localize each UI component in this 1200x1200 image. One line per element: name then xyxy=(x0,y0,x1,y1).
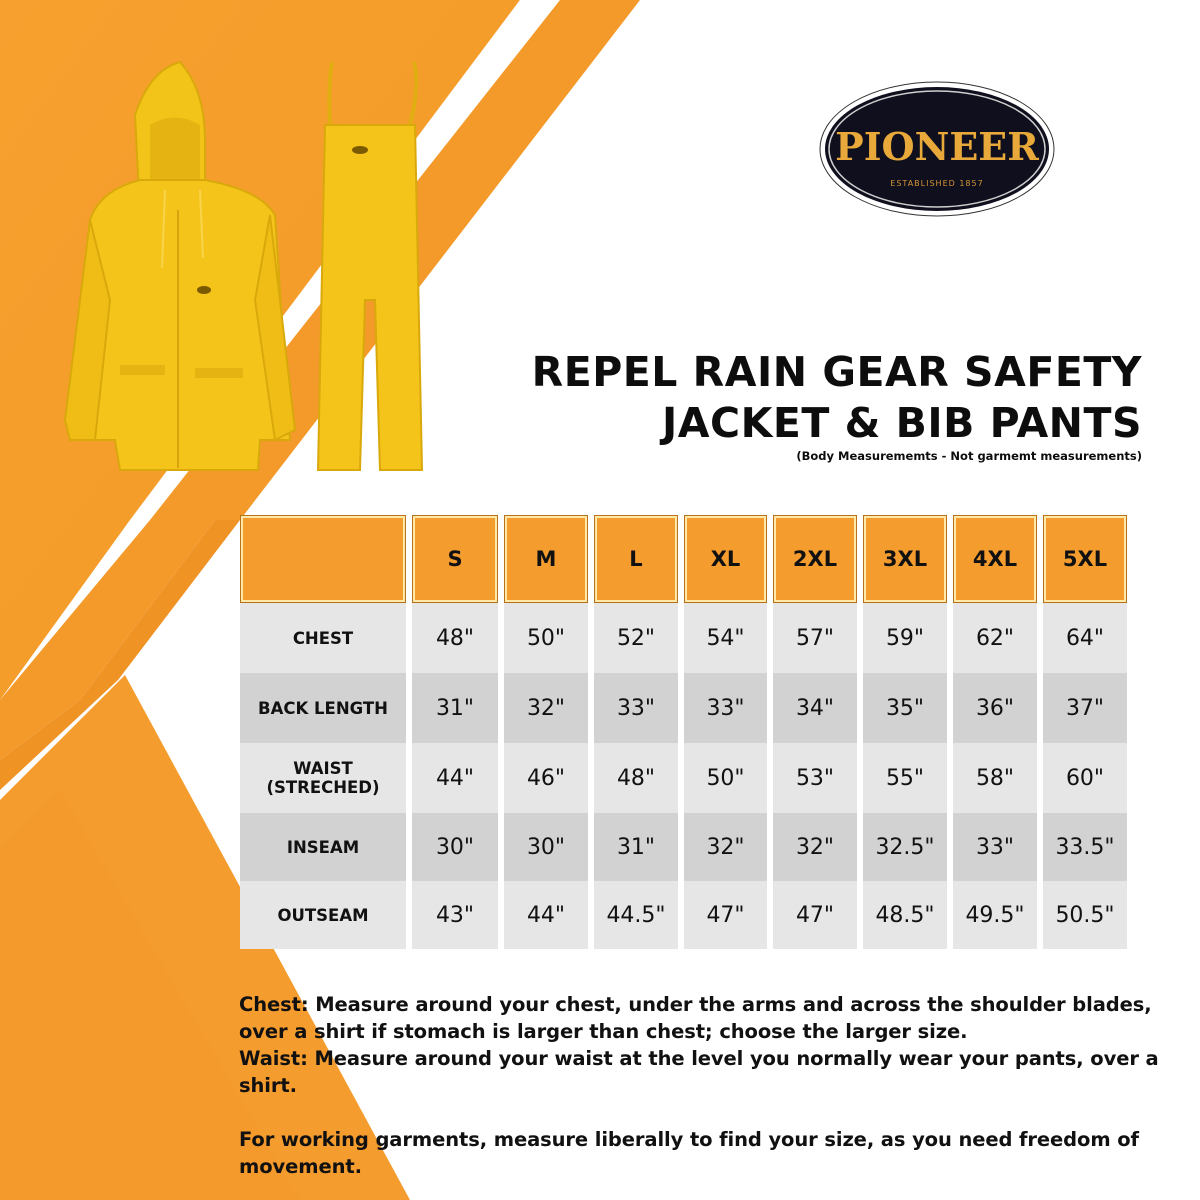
table-cell: 48" xyxy=(594,743,678,813)
table-row-waist xyxy=(240,743,1127,813)
bib-pants-image xyxy=(318,62,422,470)
row-label-line1: WAIST xyxy=(293,759,353,778)
size-header-3xl: 3XL xyxy=(863,515,947,603)
table-row-chest xyxy=(240,603,1127,673)
table-cell: 32" xyxy=(504,673,588,743)
table-cell: 55" xyxy=(863,743,947,813)
row-label xyxy=(240,743,406,813)
table-cell: 57" xyxy=(773,603,857,673)
size-header-2xl: 2XL xyxy=(773,515,857,603)
table-cell: 30" xyxy=(412,813,498,881)
size-chart-table xyxy=(234,515,1133,949)
table-cell: 48" xyxy=(412,603,498,673)
note-waist: Waist: Measure around your waist at the level you normally wear your pants, over a shirt. xyxy=(239,1047,1159,1097)
table-row-inseam xyxy=(240,813,1127,881)
table-cell: 31" xyxy=(412,673,498,743)
table-cell: 52" xyxy=(594,603,678,673)
table-cell: 32.5" xyxy=(863,813,947,881)
rain-jacket-image xyxy=(65,62,295,470)
table-cell: 34" xyxy=(773,673,857,743)
size-header-xl: XL xyxy=(684,515,767,603)
note-working-garments: For working garments, measure liberally to find your size, as you need freedom of movement. xyxy=(239,1128,1139,1178)
table-cell: 32" xyxy=(773,813,857,881)
table-cell: 46" xyxy=(504,743,588,813)
table-cell: 53" xyxy=(773,743,857,813)
title-subtitle: (Body Measurememts - Not garmemt measurements) xyxy=(796,449,1142,463)
table-cell: 44" xyxy=(504,881,588,949)
table-cell: 44.5" xyxy=(594,881,678,949)
table-cell: 30" xyxy=(504,813,588,881)
table-cell: 54" xyxy=(684,603,767,673)
table-cell: 37" xyxy=(1043,673,1127,743)
title-line-2: JACKET & BIB PANTS xyxy=(662,399,1142,447)
page-title xyxy=(532,346,1142,464)
size-header-l: L xyxy=(594,515,678,603)
table-cell: 50" xyxy=(684,743,767,813)
logo-tagline: ESTABLISHED 1857 xyxy=(890,179,984,188)
size-header-4xl: 4XL xyxy=(953,515,1037,603)
measuring-notes xyxy=(239,991,1159,1180)
table-cell: 59" xyxy=(863,603,947,673)
row-label: INSEAM xyxy=(240,813,406,881)
table-cell: 47" xyxy=(773,881,857,949)
table-cell: 48.5" xyxy=(863,881,947,949)
table-cell: 43" xyxy=(412,881,498,949)
table-cell: 47" xyxy=(684,881,767,949)
row-label: BACK LENGTH xyxy=(240,673,406,743)
table-cell: 31" xyxy=(594,813,678,881)
pioneer-logo xyxy=(818,80,1056,218)
table-cell: 33.5" xyxy=(1043,813,1127,881)
table-cell: 58" xyxy=(953,743,1037,813)
size-header-5xl: 5XL xyxy=(1043,515,1127,603)
size-header-row xyxy=(240,515,1127,603)
table-cell: 33" xyxy=(594,673,678,743)
table-row-back-length xyxy=(240,673,1127,743)
logo-wordmark: PIONEER xyxy=(835,124,1039,169)
table-cell: 44" xyxy=(412,743,498,813)
row-label: CHEST xyxy=(240,603,406,673)
table-cell: 50.5" xyxy=(1043,881,1127,949)
corner-cell xyxy=(240,515,406,603)
table-cell: 49.5" xyxy=(953,881,1037,949)
table-cell: 36" xyxy=(953,673,1037,743)
size-header-s: S xyxy=(412,515,498,603)
table-cell: 64" xyxy=(1043,603,1127,673)
row-label: OUTSEAM xyxy=(240,881,406,949)
table-row-outseam xyxy=(240,881,1127,949)
table-cell: 35" xyxy=(863,673,947,743)
table-cell: 62" xyxy=(953,603,1037,673)
table-cell: 32" xyxy=(684,813,767,881)
note-chest: Chest: Measure around your chest, under the arms and across the shoulder blades, over a shirt if stomach is larger than chest; choose the larger size. xyxy=(239,993,1152,1043)
table-cell: 60" xyxy=(1043,743,1127,813)
table-cell: 33" xyxy=(953,813,1037,881)
row-label-line2: (STRECHED) xyxy=(266,778,380,797)
size-header-m: M xyxy=(504,515,588,603)
table-cell: 33" xyxy=(684,673,767,743)
product-photo xyxy=(0,0,470,490)
title-line-1: REPEL RAIN GEAR SAFETY xyxy=(531,348,1142,396)
table-cell: 50" xyxy=(504,603,588,673)
